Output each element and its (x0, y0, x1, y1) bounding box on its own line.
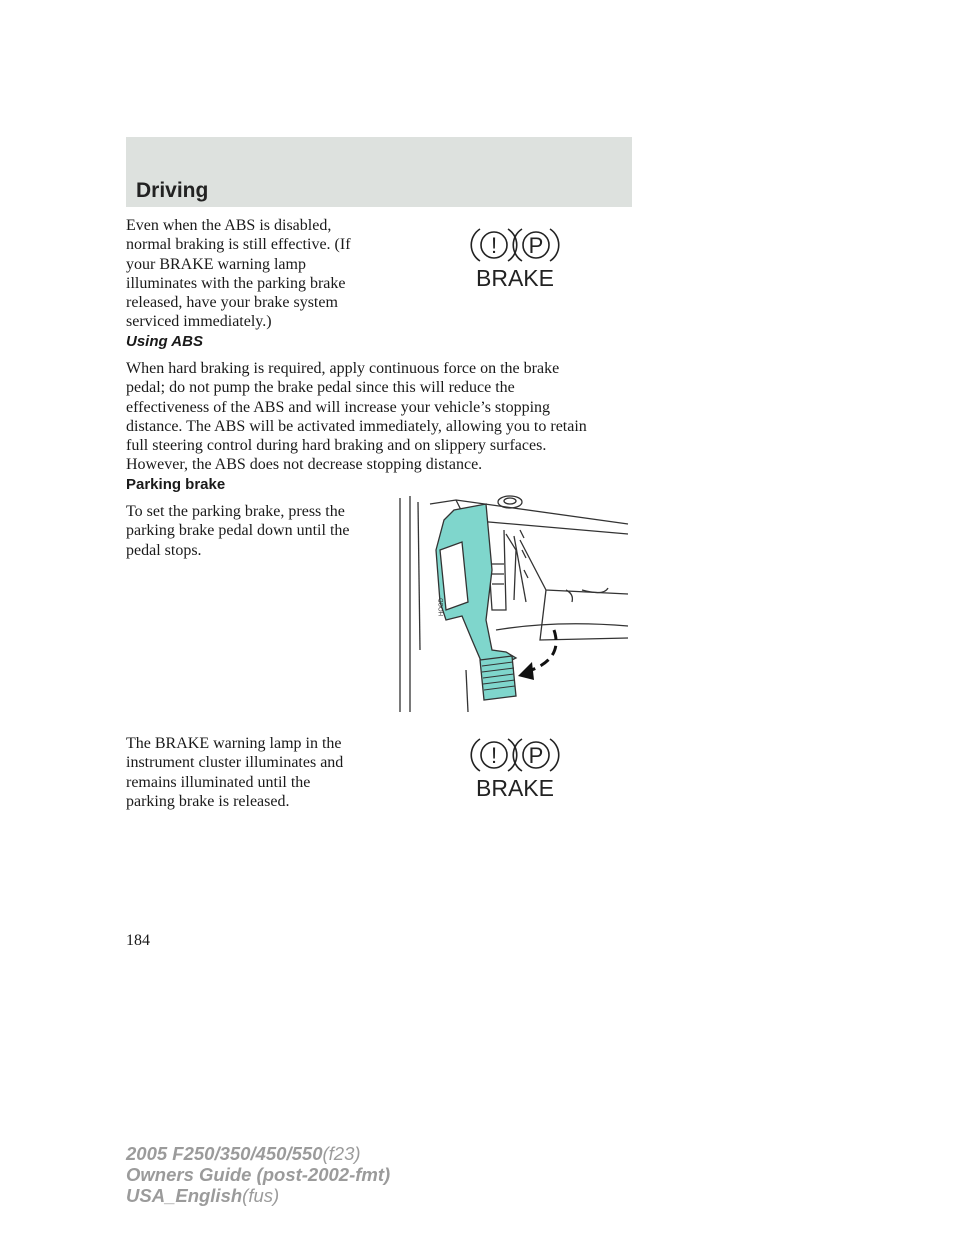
text-line: To set the parking brake, press the (126, 503, 345, 520)
exclamation-mark: ! (490, 233, 498, 258)
text-line: effectiveness of the ABS and will increase your vehicle’s stopping (126, 398, 551, 416)
using-abs-heading: Using ABS (126, 333, 203, 350)
page-number: 184 (126, 932, 150, 949)
parking-brake-heading: Parking brake (126, 476, 226, 493)
text-line: normal braking is still effective. (If (126, 236, 351, 254)
text-line: However, the ABS does not decrease stopping distance. (126, 456, 483, 474)
section-title: Driving (136, 179, 209, 202)
parking-p-icon (513, 739, 559, 771)
abs-usage-paragraph (126, 359, 587, 475)
parking-letter: P (528, 233, 544, 258)
footer-language: USA_English (126, 1185, 243, 1206)
parking-p-icon (513, 229, 559, 261)
parking-brake-pedal-illustration (396, 490, 636, 714)
document-footer (126, 1143, 390, 1206)
brake-label: BRAKE (476, 775, 554, 800)
text-line: When hard braking is required, apply continuous force on the brake (126, 360, 560, 377)
text-line: parking brake is released. (126, 792, 290, 810)
text-line: The BRAKE warning lamp in the (126, 735, 342, 752)
footer-line-2: Owners Guide (post-2002-fmt) (126, 1164, 391, 1185)
pedal-pad (480, 656, 516, 700)
abs-disabled-paragraph (126, 216, 351, 332)
brake-label: BRAKE (476, 265, 554, 290)
footer-model: 2005 F250/350/450/550 (126, 1143, 323, 1164)
text-line: pedal stops. (126, 541, 202, 559)
footer-line-3 (126, 1185, 390, 1206)
text-line: instrument cluster illuminates and (126, 754, 344, 772)
text-line: pedal; do not pump the brake pedal since this will reduce the (126, 379, 515, 397)
text-line: serviced immediately.) (126, 313, 272, 331)
set-parking-brake-paragraph (126, 502, 350, 560)
pedal-label: HOOD (439, 598, 445, 616)
text-line: your BRAKE warning lamp (126, 255, 306, 273)
exclamation-icon (471, 739, 517, 771)
section-header (126, 137, 632, 207)
exclamation-icon (471, 229, 517, 261)
parking-letter: P (528, 743, 544, 768)
text-line: parking brake pedal down until the (126, 522, 350, 540)
brake-lamp-paragraph (126, 734, 343, 811)
text-line: remains illuminated until the (126, 773, 311, 791)
footer-model-code: (f23) (322, 1143, 361, 1164)
footer-language-code: (fus) (242, 1185, 280, 1206)
brake-warning-icon (464, 226, 564, 290)
text-line: distance. The ABS will be activated immediately, allowing you to retain (126, 417, 587, 435)
text-line: illuminates with the parking brake (126, 274, 346, 292)
text-line: full steering control during hard braking and on slippery surfaces. (126, 437, 547, 455)
footer-line-1 (126, 1143, 390, 1164)
brake-warning-icon (464, 736, 564, 800)
exclamation-mark: ! (490, 743, 498, 768)
text-line: released, have your brake system (126, 294, 338, 312)
text-line: Even when the ABS is disabled, (126, 217, 332, 234)
